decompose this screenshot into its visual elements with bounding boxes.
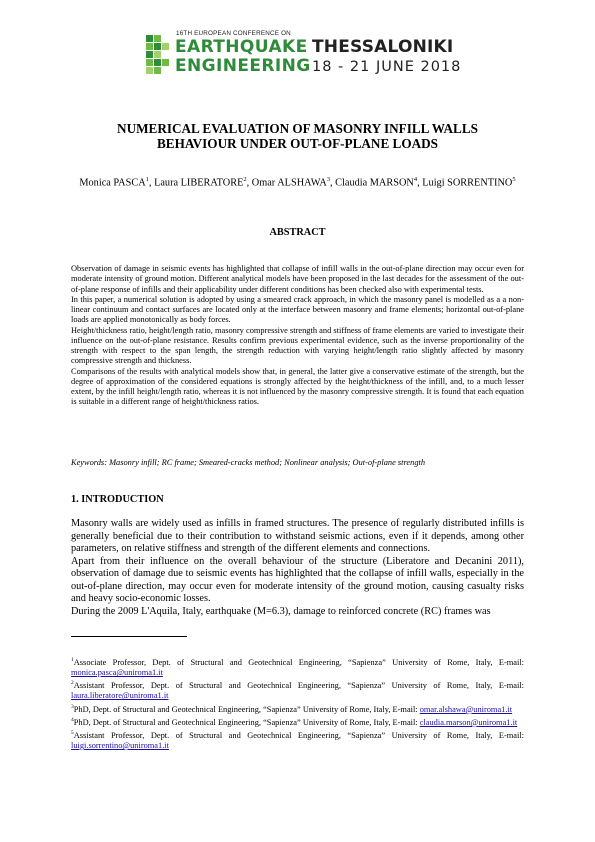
abstract-paragraph: Height/thickness ratio, height/length ratio, masonry compressive strength and stiffness of frame elements are varied to investigate their influence on the out-of-plane resistance. Results confirm previous experimental evidence, such as the inverse proportionality of the strength with respect to the span length, the strength reduction with varying height/length ratio slightly affected by masonry compressive strength and thickness.	[71, 325, 524, 366]
footnote-text: Assistant Professor, Dept. of Structural and Geotechnical Engineering, “Sapienza” University of Rome, Italy, E-mail:	[73, 730, 524, 740]
footnote	[71, 728, 524, 751]
logo-dates: 18 - 21 JUNE 2018	[312, 59, 462, 75]
abstract-heading: ABSTRACT	[269, 227, 326, 238]
footnote-mark: 1	[71, 657, 74, 663]
footnote-mark: 5	[71, 729, 74, 736]
paper-title: NUMERICAL EVALUATION OF MASONRY INFILL WALLS BEHAVIOUR UNDER OUT-OF-PLANE LOADS	[117, 121, 478, 151]
logo-earthquake: EARTHQUAKE	[175, 37, 308, 57]
introduction-body	[71, 518, 524, 618]
abstract-body	[71, 264, 524, 408]
footnote-separator	[71, 636, 187, 637]
body-paragraph: Masonry walls are widely used as infills in framed structures. The presence of regularly distributed infills is generally beneficial due to their contribution to withstand seismic actions, even if it depends, among other parameters, on relative stiffness and strength of the different elements and connections.	[71, 518, 524, 555]
author-affiliation-mark: 1	[145, 176, 149, 183]
footnote-text: Assistant Professor, Dept. of Structural and Geotechnical Engineering, “Sapienza” University of Rome, Italy, E-mail:	[73, 681, 524, 691]
footnote	[71, 655, 524, 678]
abstract-paragraph: In this paper, a numerical solution is adopted by using a smeared crack approach, in which the masonry panel is modelled as a a non-linear continuum and contact surfaces are located only at the interface between masonry and frame elements; horizontal out-of-plane loads are applied monotonically as body forces.	[71, 294, 524, 325]
footnote-mark: 4	[71, 716, 74, 723]
footnote-text: Associate Professor, Dept. of Structural and Geotechnical Engineering, “Sapienza” University of Rome, Italy, E-mail:	[73, 657, 524, 667]
author-affiliation-mark: 2	[243, 176, 247, 183]
body-paragraph: During the 2009 L'Aquila, Italy, earthquake (M=6.3), damage to reinforced concrete (RC) frames was	[71, 605, 491, 617]
conference-logo	[146, 30, 462, 86]
author-name: Omar ALSHAWA	[251, 177, 327, 189]
logo-squares-icon	[146, 35, 166, 77]
author-name: Monica PASCA	[79, 177, 146, 189]
footnote-mark: 2	[71, 680, 74, 687]
email-link[interactable]: luigi.sorrentino@uniroma1.it	[71, 741, 169, 751]
footnotes	[71, 655, 524, 751]
author-affiliation-mark: 4	[413, 176, 418, 183]
author-name: Laura LIBERATORE	[154, 177, 244, 189]
footnote	[71, 702, 524, 715]
logo-city: THESSALONIKI	[312, 37, 454, 57]
footnote-mark: 3	[71, 703, 74, 710]
author-list: Monica PASCA$^1$, Laura LIBERATORE$^2$, Omar ALSHAWA$^3$, Claudia MARSON$^4$, Luigi SORRENTINO$^5$	[79, 176, 516, 189]
abstract-paragraph: Observation of damage in seismic events has highlighted that collapse of infill walls in the out-of-plane direction may occur even for moderate intensity of ground motion. Different analytical models have been proposed in the last decades for the assessment of the out-of-plane response of infills and their applicability under different conditions has been checked also with experimental tests.	[71, 264, 524, 294]
footnote-text: PhD, Dept. of Structural and Geotechnical Engineering, “Sapienza” University of Rome, Italy, E-mail:	[73, 704, 420, 714]
conference-subtitle: 16TH EUROPEAN CONFERENCE ON	[176, 30, 291, 37]
logo-engineering: ENGINEERING	[175, 56, 311, 76]
author-affiliation-mark: 5	[512, 176, 516, 183]
author-name: Claudia MARSON	[335, 177, 414, 189]
author-name: Luigi SORRENTINO	[422, 177, 513, 189]
email-link[interactable]: monica.pasca@uniroma1.it	[71, 668, 163, 678]
author-affiliation-mark: 3	[326, 176, 331, 183]
footnote-text: PhD, Dept. of Structural and Geotechnical Engineering, “Sapienza” University of Rome, Italy, E-mail:	[73, 717, 420, 727]
body-paragraph: Apart from their influence on the overall behaviour of the structure (Liberatore and Decanini 2011), observation of damage due to seismic events has highlighted that the collapse of infill walls, especially in the out-of-plane direction, may occur even for moderate intensity of the ground motion, causing casualty risks and heavy socio-economic losses.	[71, 555, 524, 605]
email-link[interactable]: laura.liberatore@uniroma1.it	[71, 691, 169, 701]
section-heading: 1. INTRODUCTION	[71, 494, 164, 505]
email-link[interactable]: omar.alshawa@uniroma1.it	[419, 704, 513, 714]
email-link[interactable]: claudia.marson@uniroma1.it	[419, 717, 518, 727]
footnote	[71, 678, 524, 701]
footnote	[71, 715, 524, 728]
keywords: Keywords: Masonry infill; RC frame; Smeared-cracks method; Nonlinear analysis; Out-of-plane strength	[71, 458, 426, 467]
abstract-paragraph: Comparisons of the results with analytical models show that, in general, the latter give a conservative estimate of the strength, but the degree of approximation of the considered equations is strongly affected by the height/thickness of the infill, and, to a much lesser extent, by the infill height/length ratio, whereas it is not influenced by the masonry compressive strength. It is found that each equation is suitable in a different range of height/thickness ratios.	[71, 366, 524, 407]
